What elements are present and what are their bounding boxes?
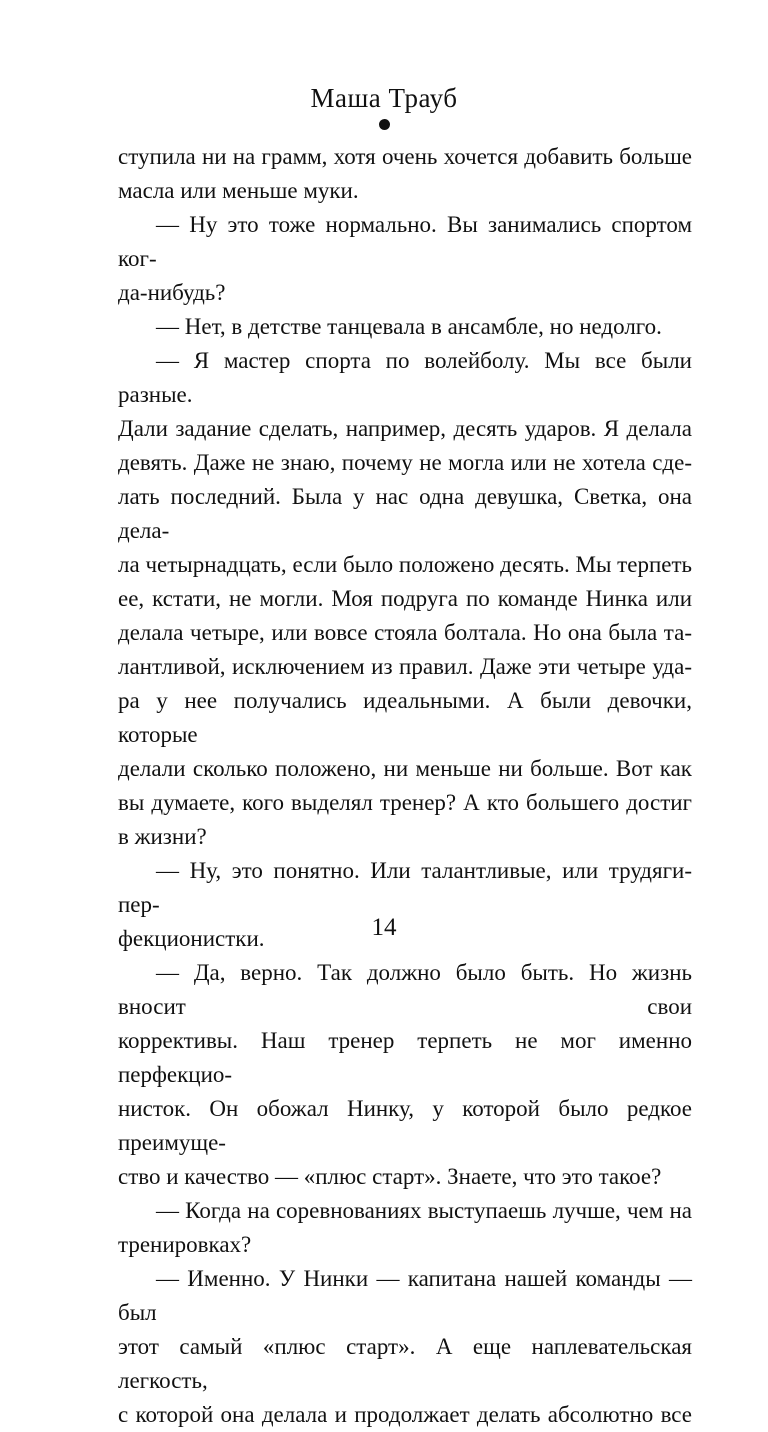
- text-line: лать последний. Была у нас одна девушка, Светка, она дела-: [118, 484, 692, 543]
- author-name: Маша Трауб: [310, 83, 458, 113]
- text-line: делали сколько положено, ни меньше ни больше. Вот как: [118, 756, 692, 781]
- text-line: коррективы. Наш тренер терпеть не мог именно перфекцио-: [118, 1028, 692, 1087]
- text-line: лантливой, исключением из правил. Даже эти четыре уда-: [118, 654, 692, 679]
- text-line: масла или меньше муки.: [118, 178, 359, 203]
- text-line: девять. Даже не знаю, почему не могла или не хотела сде-: [118, 450, 692, 475]
- text-line: ра у нее получались идеальными. А были девочки, которые: [118, 688, 692, 747]
- text-line: — Именно. У Нинки — капитана нашей команды — был: [118, 1266, 692, 1325]
- text-line: Дали задание сделать, например, десять ударов. Я делала: [118, 416, 692, 441]
- text-line: фекционистки.: [118, 926, 265, 951]
- body-text: [118, 140, 692, 1432]
- text-line: — Нет, в детстве танцевала в ансамбле, но недолго.: [156, 314, 662, 339]
- running-header: [0, 82, 768, 130]
- text-line: этот самый «плюс старт». А еще наплевательская легкость,: [118, 1334, 692, 1393]
- text-line: ство и качество — «плюс старт». Знаете, что это такое?: [118, 1164, 662, 1189]
- text-line: делала четыре, или вовсе стояла болтала. Но она была та-: [118, 620, 692, 645]
- text-line: да-нибудь?: [118, 280, 226, 305]
- text-line: — Я мастер спорта по волейболу. Мы все были разные.: [118, 348, 692, 407]
- text-line: в жизни?: [118, 824, 207, 849]
- text-line: с которой она делала и продолжает делать абсолютно все: [118, 1402, 692, 1427]
- text-line: ее, кстати, не могли. Моя подруга по команде Нинка или: [118, 586, 692, 611]
- text-line: ла четырнадцать, если было положено десять. Мы терпеть: [118, 552, 692, 577]
- text-line: — Ну, это понятно. Или талантливые, или трудяги-пер-: [118, 858, 692, 917]
- text-line: тренировках?: [118, 1232, 252, 1257]
- text-line: — Ну это тоже нормально. Вы занимались спортом ког-: [118, 212, 692, 271]
- text-line: вы думаете, кого выделял тренер? А кто большего достиг: [118, 790, 692, 815]
- text-line: — Да, верно. Так должно было быть. Но жизнь вносит свои: [118, 960, 692, 1019]
- text-line: — Когда на соревнованиях выступаешь лучше, чем на: [156, 1198, 692, 1223]
- page-number: 14: [371, 914, 397, 941]
- header-bullet-ornament: [379, 119, 390, 130]
- text-line: нисток. Он обожал Нинку, у которой было редкое преимуще-: [118, 1096, 692, 1155]
- text-line: ступила ни на грамм, хотя очень хочется добавить больше: [118, 144, 692, 169]
